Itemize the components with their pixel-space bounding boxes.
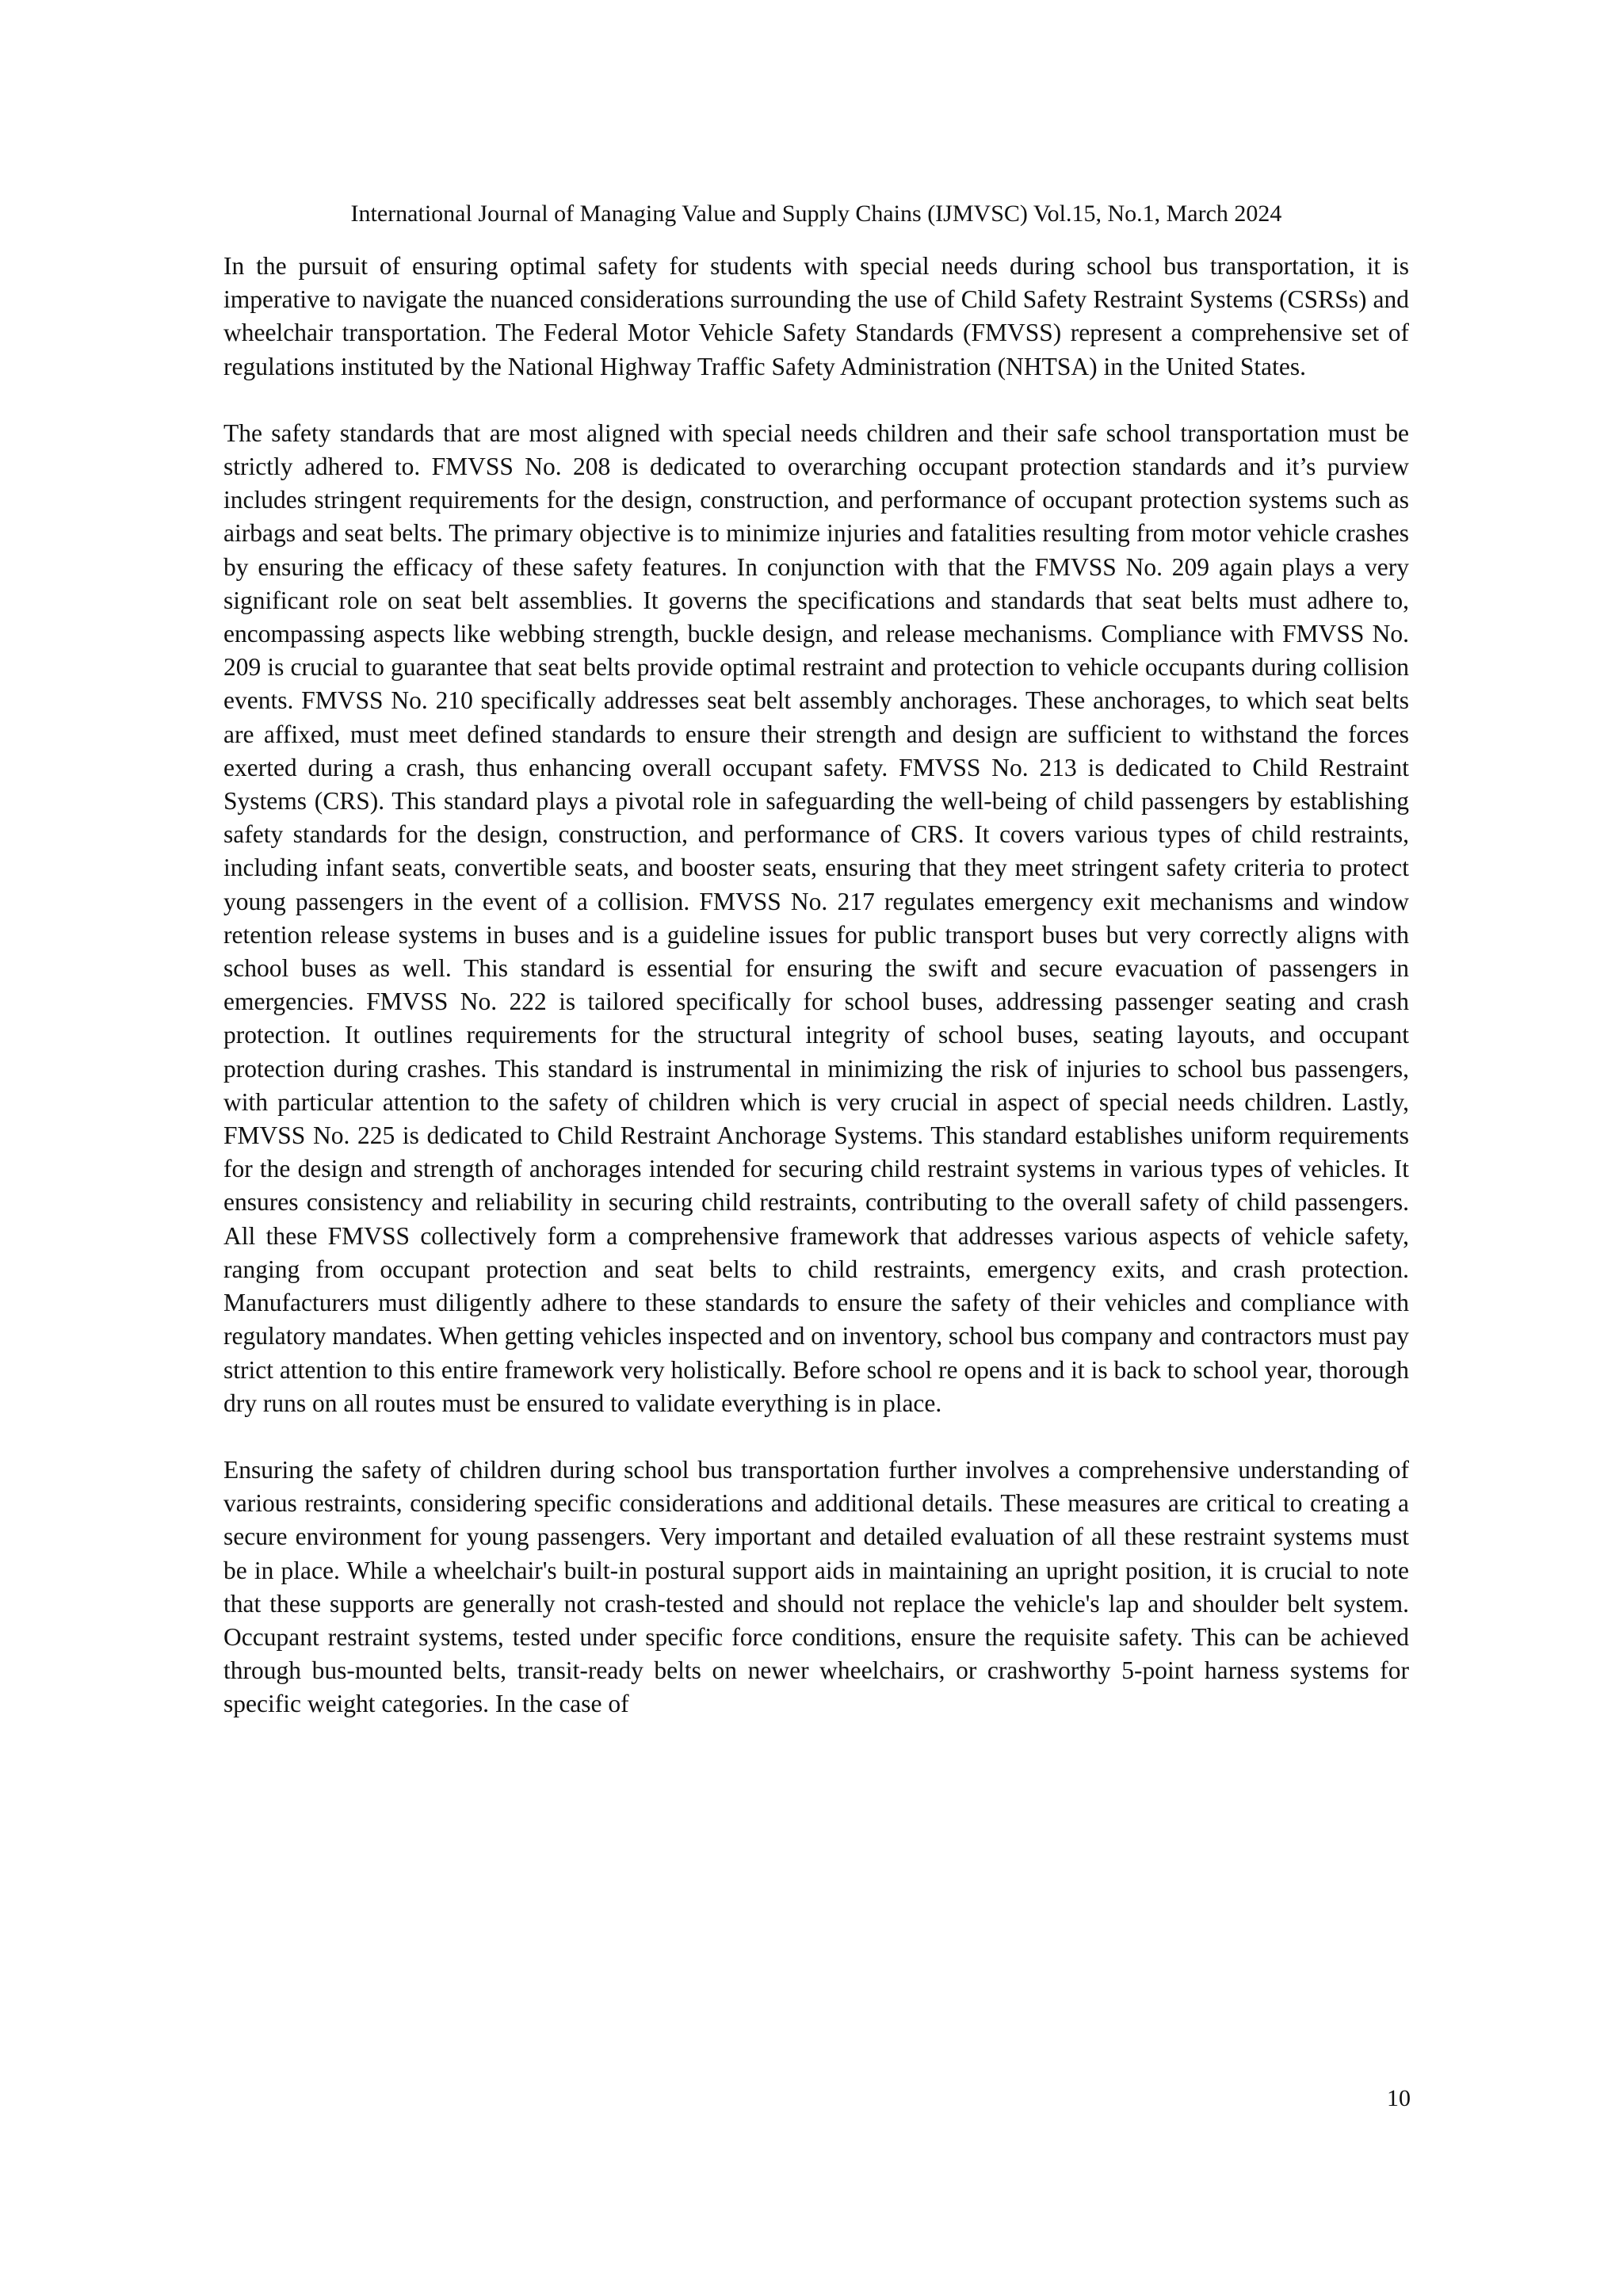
body-text xyxy=(223,250,1409,1755)
paragraph-fmvss-standards: The safety standards that are most aligned with special needs children and their safe school transportation must be strictly adhered to. FMVSS No. 208 is dedicated to overarching occupant protection standards and it’s purview includes stringent requirements for the design, construction, and performance of occupant protection systems such as airbags and seat belts. The primary objective is to minimize injuries and fatalities resulting from motor vehicle crashes by ensuring the efficacy of these safety features. In conjunction with that the FMVSS No. 209 again plays a very significant role on seat belt assemblies. It governs the specifications and standards that seat belts must adhere to, encompassing aspects like webbing strength, buckle design, and release mechanisms. Compliance with FMVSS No. 209 is crucial to guarantee that seat belts provide optimal restraint and protection to vehicle occupants during collision events. FMVSS No. 210 specifically addresses seat belt assembly anchorages. These anchorages, to which seat belts are affixed, must meet defined standards to ensure their strength and design are sufficient to withstand the forces exerted during a crash, thus enhancing overall occupant safety. FMVSS No. 213 is dedicated to Child Restraint Systems (CRS). This standard plays a pivotal role in safeguarding the well-being of child passengers by establishing safety standards for the design, construction, and performance of CRS. It covers various types of child restraints, including infant seats, convertible seats, and booster seats, ensuring that they meet stringent safety criteria to protect young passengers in the event of a collision. FMVSS No. 217 regulates emergency exit mechanisms and window retention release systems in buses and is a guideline issues for public transport buses but very correctly aligns with school buses as well. This standard is essential for ensuring the swift and secure evacuation of passengers in emergencies. FMVSS No. 222 is tailored specifically for school buses, addressing passenger seating and crash protection. It outlines requirements for the structural integrity of school buses, seating layouts, and occupant protection during crashes. This standard is instrumental in minimizing the risk of injuries to school bus passengers, with particular attention to the safety of children which is very crucial in aspect of special needs children. Lastly, FMVSS No. 225 is dedicated to Child Restraint Anchorage Systems. This standard establishes uniform requirements for the design and strength of anchorages intended for securing child restraint systems in various types of vehicles. It ensures consistency and reliability in securing child restraints, contributing to the overall safety of child passengers. All these FMVSS collectively form a comprehensive framework that addresses various aspects of vehicle safety, ranging from occupant protection and seat belts to child restraints, emergency exits, and crash protection. Manufacturers must diligently adhere to these standards to ensure the safety of their vehicles and compliance with regulatory mandates. When getting vehicles inspected and on inventory, school bus company and contractors must pay strict attention to this entire framework very holistically. Before school re opens and it is back to school year, thorough dry runs on all routes must be ensured to validate everything is in place. xyxy=(223,418,1409,1417)
paragraph-restraints: Ensuring the safety of children during school bus transportation further involves a comprehensive understanding of various restraints, considering specific considerations and additional details. These measures are critical to creating a secure environment for young passengers. Very important and detailed evaluation of all these restraint systems must be in place. While a wheelchair's built-in postural support aids in maintaining an upright position, it is crucial to note that these supports are generally not crash-tested and should not replace the vehicle's lap and shoulder belt system. Occupant restraint systems, tested under specific force conditions, ensure the requisite safety. This can be achieved through bus-mounted belts, transit-ready belts on newer wheelchairs, or crashworthy 5-point harness systems for specific weight categories. In the case of xyxy=(223,1455,1409,1718)
paragraph-intro: In the pursuit of ensuring optimal safety for students with special needs during school bus transportation, it is imperative to navigate the nuanced considerations surrounding the use of Child Safety Restraint Systems (CSRSs) and wheelchair transportation. The Federal Motor Vehicle Safety Standards (FMVSS) represent a comprehensive set of regulations instituted by the National Highway Traffic Safety Administration (NHTSA) in the United States. xyxy=(223,252,1409,380)
page-number: 10 xyxy=(1387,2085,1411,2111)
running-header: International Journal of Managing Value and Supply Chains (IJMVSC) Vol.15, No.1, March 2024 xyxy=(350,201,1282,227)
